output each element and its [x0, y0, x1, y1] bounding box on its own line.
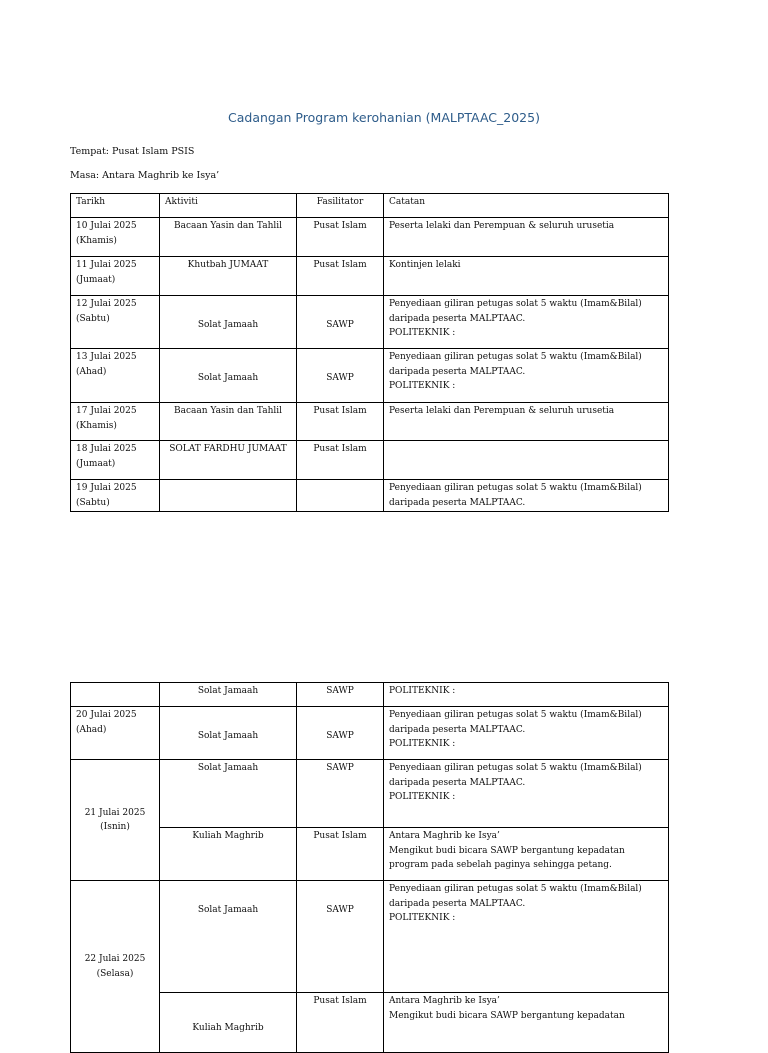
cell-catatan	[384, 881, 669, 993]
catatan-line: Penyediaan giliran petugas solat 5 waktu (Imam&Bilal) daripada peserta MALPTAAC.	[389, 352, 642, 377]
cell-fasilitator: SAWP	[297, 349, 384, 403]
catatan-line: POLITEKNIK :	[389, 792, 456, 802]
cell-aktiviti: Solat Jamaah	[160, 760, 297, 828]
table-row	[71, 218, 669, 257]
cell-aktiviti	[160, 480, 297, 512]
table-row	[71, 257, 669, 296]
time-text: Masa: Antara Maghrib ke Isya’	[70, 170, 220, 181]
header-tarikh: Tarikh	[71, 194, 160, 218]
cell-fasilitator: Pusat Islam	[297, 828, 384, 881]
venue-text: Tempat: Pusat Islam PSIS	[70, 146, 195, 157]
cell-tarikh: 22 Julai 2025 (Selasa)	[71, 881, 160, 1053]
table-row	[71, 403, 669, 441]
catatan-line: Penyediaan giliran petugas solat 5 waktu (Imam&Bilal) daripada peserta MALPTAAC.	[389, 299, 642, 324]
cell-tarikh: 21 Julai 2025 (Isnin)	[71, 760, 160, 881]
cell-catatan	[384, 296, 669, 349]
cell-tarikh: 11 Julai 2025 (Jumaat)	[71, 257, 160, 296]
cell-catatan	[384, 760, 669, 828]
catatan-line: Mengikut budi bicara SAWP bergantung kepadatan program pada sebelah paginya sehingga petang.	[389, 845, 625, 870]
cell-tarikh: 18 Julai 2025 (Jumaat)	[71, 441, 160, 480]
cell-fasilitator: Pusat Islam	[297, 993, 384, 1053]
cell-catatan: POLITEKNIK :	[384, 683, 669, 707]
cell-fasilitator: SAWP	[297, 881, 384, 993]
catatan-line: Penyediaan giliran petugas solat 5 waktu (Imam&Bilal) daripada peserta MALPTAAC.	[389, 763, 642, 788]
table-header-row	[71, 194, 669, 218]
cell-aktiviti: Bacaan Yasin dan Tahlil	[160, 403, 297, 441]
cell-catatan: Peserta lelaki dan Perempuan & seluruh urusetia	[384, 403, 669, 441]
table-row	[71, 683, 669, 707]
cell-catatan	[384, 707, 669, 760]
cell-tarikh	[71, 683, 160, 707]
cell-aktiviti: Bacaan Yasin dan Tahlil	[160, 218, 297, 257]
header-fasilitator: Fasilitator	[297, 194, 384, 218]
table-row	[71, 441, 669, 480]
table-row	[71, 881, 669, 993]
cell-aktiviti: Solat Jamaah	[160, 683, 297, 707]
cell-fasilitator: Pusat Islam	[297, 218, 384, 257]
table-row	[71, 828, 669, 881]
table-row	[71, 480, 669, 512]
cell-fasilitator: Pusat Islam	[297, 257, 384, 296]
cell-fasilitator: Pusat Islam	[297, 403, 384, 441]
catatan-line: Penyediaan giliran petugas solat 5 waktu (Imam&Bilal) daripada peserta MALPTAAC.	[389, 884, 642, 909]
cell-fasilitator	[297, 480, 384, 512]
cell-tarikh: 20 Julai 2025 (Ahad)	[71, 707, 160, 760]
catatan-line: Antara Maghrib ke Isya’	[389, 996, 500, 1006]
cell-fasilitator: SAWP	[297, 707, 384, 760]
table-row	[71, 760, 669, 828]
cell-tarikh: 10 Julai 2025 (Khamis)	[71, 218, 160, 257]
cell-catatan	[384, 828, 669, 881]
cell-aktiviti: Solat Jamaah	[160, 707, 297, 760]
cell-fasilitator: Pusat Islam	[297, 441, 384, 480]
catatan-line: Antara Maghrib ke Isya’	[389, 831, 500, 841]
cell-aktiviti: SOLAT FARDHU JUMAAT	[160, 441, 297, 480]
cell-aktiviti: Kuliah Maghrib	[160, 828, 297, 881]
cell-aktiviti: Solat Jamaah	[160, 296, 297, 349]
table-row	[71, 296, 669, 349]
cell-catatan: Kontinjen lelaki	[384, 257, 669, 296]
cell-catatan: Penyediaan giliran petugas solat 5 waktu (Imam&Bilal) daripada peserta MALPTAAC.	[384, 480, 669, 512]
cell-tarikh: 19 Julai 2025 (Sabtu)	[71, 480, 160, 512]
cell-aktiviti: Solat Jamaah	[160, 881, 297, 993]
cell-aktiviti: Solat Jamaah	[160, 349, 297, 403]
cell-aktiviti: Kuliah Maghrib	[160, 993, 297, 1053]
catatan-line: Penyediaan giliran petugas solat 5 waktu (Imam&Bilal) daripada peserta MALPTAAC.	[389, 710, 642, 735]
cell-fasilitator: SAWP	[297, 760, 384, 828]
cell-catatan: Peserta lelaki dan Perempuan & seluruh urusetia	[384, 218, 669, 257]
table-row	[71, 349, 669, 403]
catatan-line: POLITEKNIK :	[389, 913, 456, 923]
cell-catatan	[384, 349, 669, 403]
table-row	[71, 993, 669, 1053]
cell-fasilitator: SAWP	[297, 296, 384, 349]
catatan-line: POLITEKNIK :	[389, 381, 456, 391]
header-catatan: Catatan	[384, 194, 669, 218]
catatan-line: Mengikut budi bicara SAWP bergantung kepadatan	[389, 1010, 625, 1021]
cell-tarikh: 13 Julai 2025 (Ahad)	[71, 349, 160, 403]
cell-aktiviti: Khutbah JUMAAT	[160, 257, 297, 296]
cell-tarikh: 17 Julai 2025 (Khamis)	[71, 403, 160, 441]
document-title: Cadangan Program kerohanian (MALPTAAC_2025)	[228, 110, 540, 125]
catatan-line: POLITEKNIK :	[389, 739, 456, 749]
catatan-line: POLITEKNIK :	[389, 328, 456, 338]
schedule-table-2	[70, 682, 669, 1053]
schedule-table-1	[70, 193, 669, 512]
cell-tarikh: 12 Julai 2025 (Sabtu)	[71, 296, 160, 349]
table-row	[71, 707, 669, 760]
cell-catatan	[384, 993, 669, 1053]
header-aktiviti: Aktiviti	[160, 194, 297, 218]
cell-fasilitator: SAWP	[297, 683, 384, 707]
cell-catatan	[384, 441, 669, 480]
